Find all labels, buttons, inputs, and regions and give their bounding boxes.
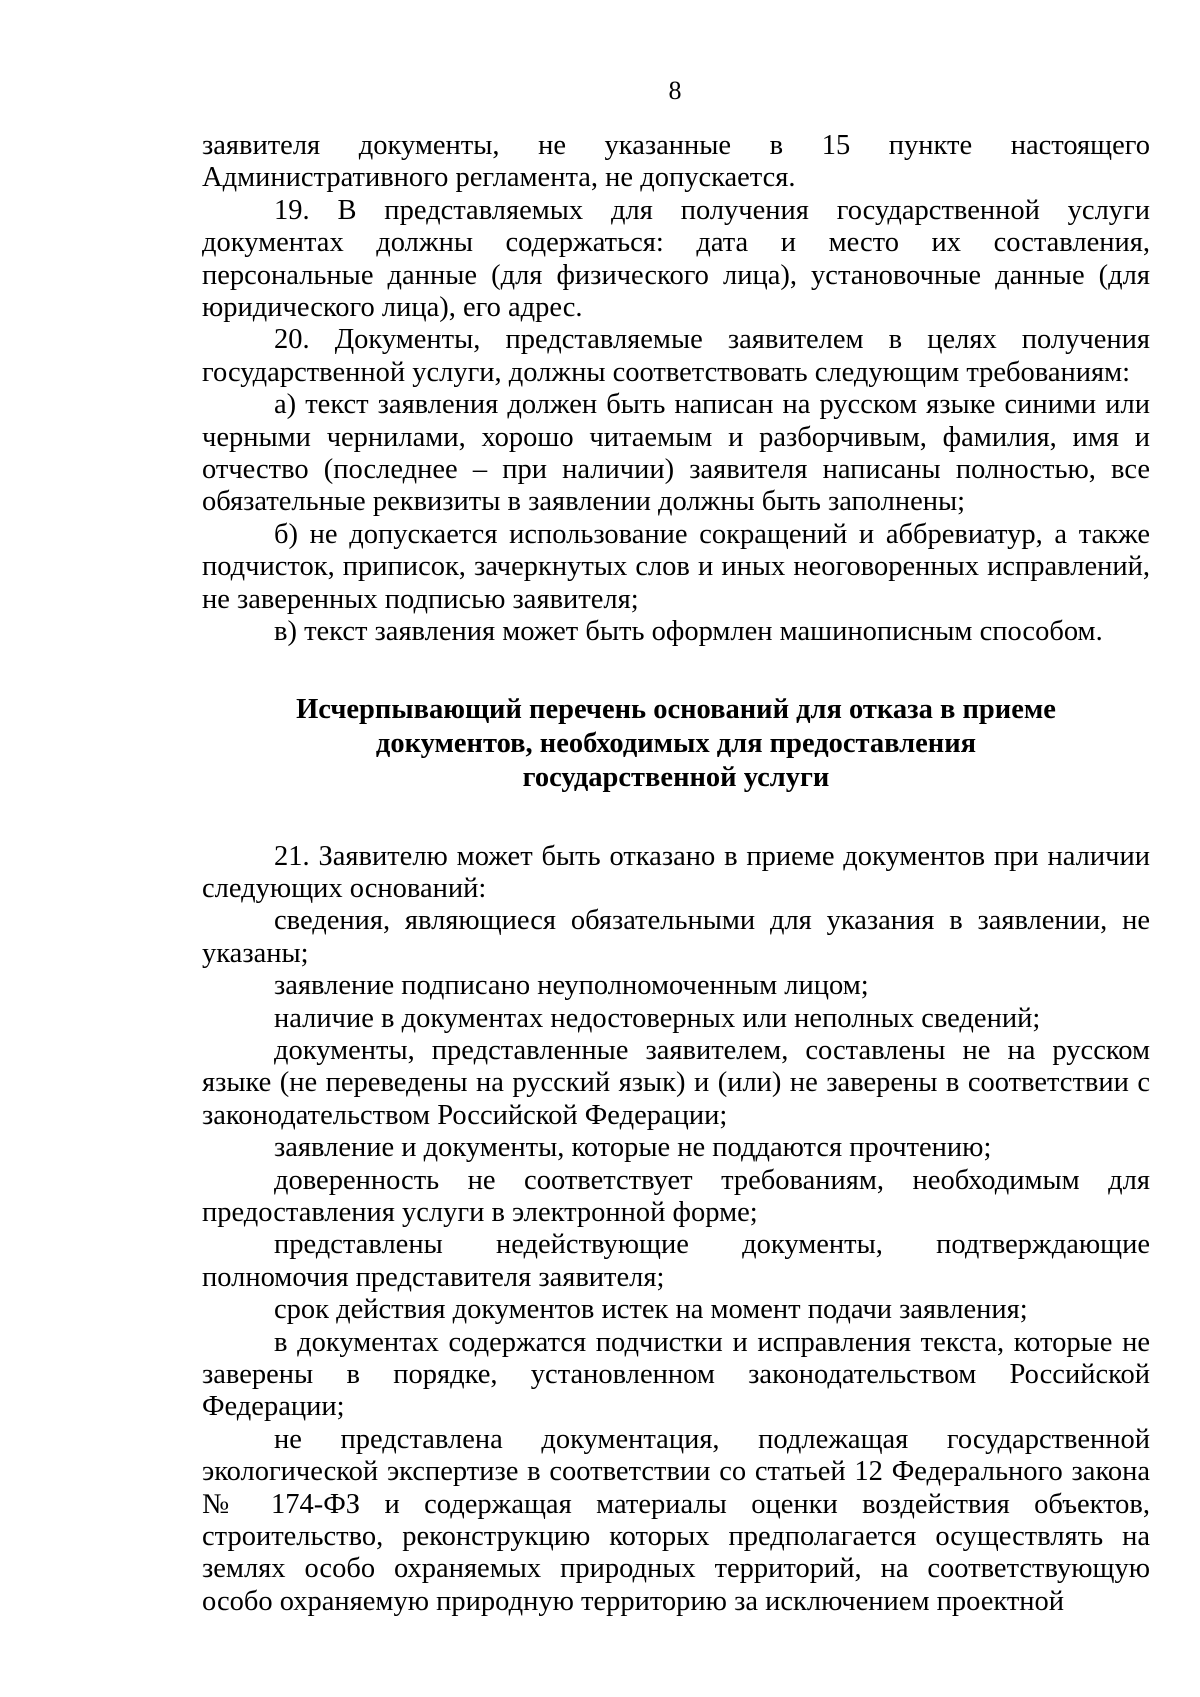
refusal-ground: документы, представленные заявителем, составлены не на русском языке (не переведены на русский язык) и (или) не заверены в соответствии с законодательством Российской Федерации; xyxy=(202,1034,1150,1131)
refusal-ground: заявление и документы, которые не поддаются прочтению; xyxy=(274,1132,992,1164)
refusal-ground: заявление подписано неуполномоченным лицом; xyxy=(274,970,869,1002)
paragraph-19: 19. В представляемых для получения государственной услуги документах должны содержаться: дата и место их составления, персональные данные (для физического лица), установочные данные (для юридического лица), его адрес. xyxy=(202,194,1150,324)
paragraph-20-v: в) текст заявления может быть оформлен машинописным способом. xyxy=(274,616,1103,648)
paragraph-20-a: а) текст заявления должен быть написан на русском языке синими или черными чернилами, хорошо читаемым и разборчивым, фамилия, имя и отчество (последнее – при наличии) заявителя написаны полностью, все обязательные реквизиты в заявлении должны быть заполнены; xyxy=(202,389,1150,518)
refusal-ground: представлены недействующие документы, подтверждающие полномочия представителя заявителя; xyxy=(202,1229,1150,1293)
section-heading-line: государственной услуги xyxy=(522,761,830,793)
section-heading xyxy=(202,693,1150,795)
section-heading-line: Исчерпывающий перечень оснований для отказа в приеме xyxy=(296,693,1056,725)
document-body xyxy=(202,130,1150,1618)
paragraph-20-b: б) не допускается использование сокращений и аббревиатур, а также подчисток, приписок, зачеркнутых слов и иных неоговоренных исправлений, не заверенных подписью заявителя; xyxy=(202,518,1150,615)
section-heading-line: документов, необходимых для предоставления xyxy=(375,727,977,759)
page-number: 8 xyxy=(668,76,682,105)
paragraph-21: 21. Заявителю может быть отказано в приеме документов при наличии следующих оснований: xyxy=(202,840,1150,904)
paragraph-continuation: заявителя документы, не указанные в 15 пункте настоящего Административного регламента, не допускается. xyxy=(202,130,1150,194)
refusal-ground: срок действия документов истек на момент подачи заявления; xyxy=(274,1294,1028,1326)
refusal-ground: не представлена документация, подлежащая государственной экологической экспертизе в соответствии со статьей 12 Федерального закона № 174-ФЗ и содержащая материалы оценки воздействия объектов, строительство, реконструкцию которых предполагается осуществлять на землях особо охраняемых природных территорий, на соответствующую особо охраняемую природную территорию за исключением проектной xyxy=(202,1423,1150,1617)
refusal-ground: доверенность не соответствует требованиям, необходимым для предоставления услуги в электронной форме; xyxy=(202,1164,1150,1228)
refusal-ground: наличие в документах недостоверных или неполных сведений; xyxy=(274,1002,1041,1034)
paragraph-20: 20. Документы, представляемые заявителем в целях получения государственной услуги, должны соответствовать следующим требованиям: xyxy=(202,324,1150,388)
refusal-ground: в документах содержатся подчистки и исправления текста, которые не заверены в порядке, установленном законодательством Российской Федерации; xyxy=(202,1326,1150,1423)
refusal-ground: сведения, являющиеся обязательными для указания в заявлении, не указаны; xyxy=(202,905,1150,969)
